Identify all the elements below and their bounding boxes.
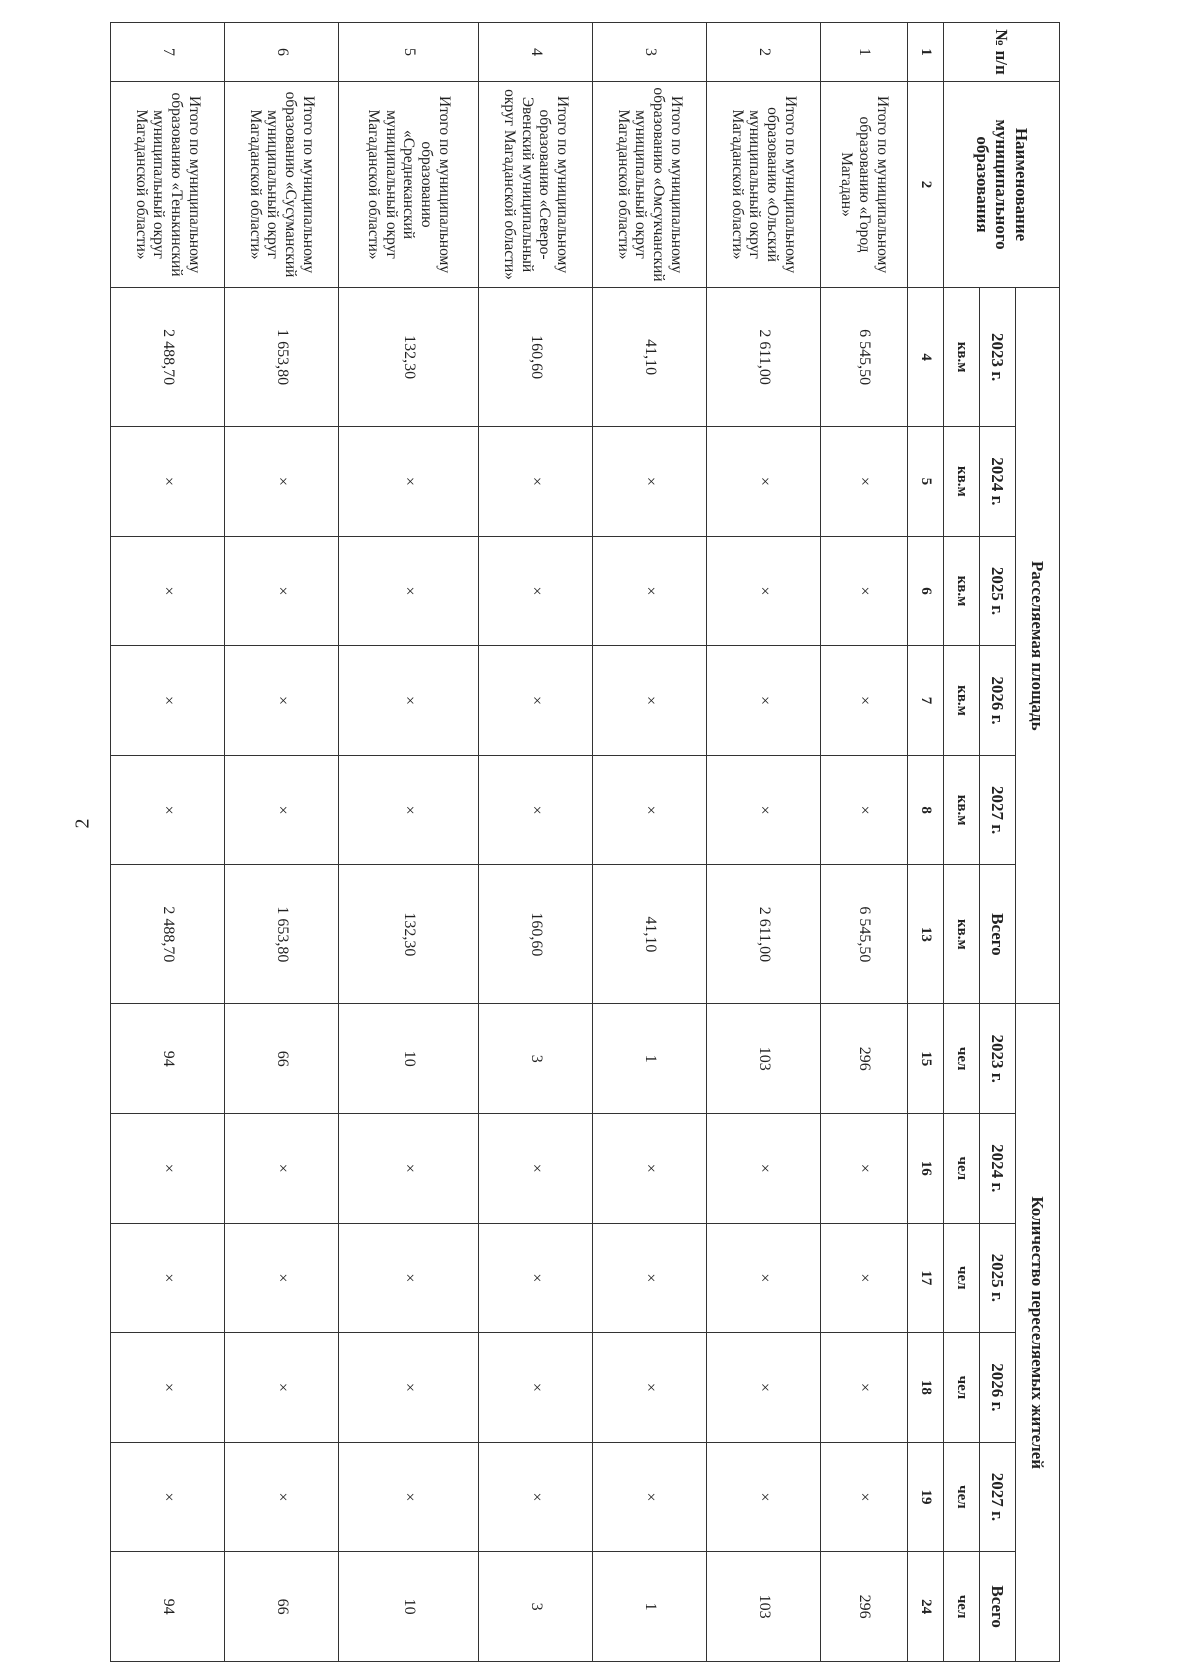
people-value-cell: 1 <box>593 1552 707 1662</box>
people-value-cell: × <box>593 1113 707 1223</box>
rotated-table-container <box>110 22 1060 1662</box>
area-value-cell: × <box>706 536 820 646</box>
column-index-cell: 18 <box>908 1333 944 1443</box>
people-year-header: 2023 г. <box>980 1004 1016 1114</box>
column-index-cell: 15 <box>908 1004 944 1114</box>
column-index-cell: 13 <box>908 865 944 1004</box>
area-value-cell: 41,10 <box>593 288 707 427</box>
column-index-cell: 19 <box>908 1442 944 1552</box>
area-value-cell: × <box>479 536 593 646</box>
people-value-cell: 103 <box>706 1004 820 1114</box>
area-value-cell: × <box>338 427 478 537</box>
people-value-cell: × <box>706 1442 820 1552</box>
people-value-cell: × <box>479 1223 593 1333</box>
people-value-cell: × <box>111 1442 225 1552</box>
people-value-cell: 10 <box>338 1004 478 1114</box>
area-value-cell: × <box>479 646 593 756</box>
area-value-cell: 6 545,50 <box>820 865 907 1004</box>
area-value-cell: 2 488,70 <box>111 865 225 1004</box>
people-value-cell: × <box>593 1333 707 1443</box>
area-value-cell: × <box>706 755 820 865</box>
people-value-cell: × <box>820 1442 907 1552</box>
area-value-cell: × <box>224 755 338 865</box>
area-year-header: 2024 г. <box>980 427 1016 537</box>
area-year-header: 2026 г. <box>980 646 1016 756</box>
area-value-cell: 132,30 <box>338 288 478 427</box>
people-unit-header: чел <box>944 1223 980 1333</box>
area-unit-header: кв.м <box>944 427 980 537</box>
area-value-cell: 2 611,00 <box>706 865 820 1004</box>
area-year-header: 2025 г. <box>980 536 1016 646</box>
area-value-cell: × <box>593 755 707 865</box>
area-value-cell: × <box>338 646 478 756</box>
people-value-cell: × <box>224 1113 338 1223</box>
column-index-cell: 5 <box>908 427 944 537</box>
column-index-cell: 4 <box>908 288 944 427</box>
area-value-cell: × <box>111 536 225 646</box>
column-index-cell: 8 <box>908 755 944 865</box>
municipality-name-cell: Итого по муниципальному образованию «Сусуманский муниципальный округ Магаданской области» <box>224 81 338 287</box>
area-value-cell: × <box>224 427 338 537</box>
area-value-cell: × <box>820 536 907 646</box>
people-value-cell: × <box>706 1113 820 1223</box>
municipality-name-cell: Итого по муниципальному образованию «Омсукчанский муниципальный округ Магаданской области» <box>593 81 707 287</box>
table-row <box>479 23 593 1662</box>
area-year-header: Всего <box>980 865 1016 1004</box>
people-value-cell: 1 <box>593 1004 707 1114</box>
municipality-name-cell: Итого по муниципальному образованию «Город Магадан» <box>820 81 907 287</box>
column-index-cell: 2 <box>908 81 944 287</box>
table-row <box>706 23 820 1662</box>
resettlement-table <box>110 22 1060 1662</box>
column-index-cell: 6 <box>908 536 944 646</box>
area-value-cell: 2 488,70 <box>111 288 225 427</box>
area-value-cell: 2 611,00 <box>706 288 820 427</box>
area-value-cell: 160,60 <box>479 865 593 1004</box>
area-value-cell: × <box>338 755 478 865</box>
area-value-cell: 1 653,80 <box>224 288 338 427</box>
area-value-cell: × <box>479 427 593 537</box>
people-value-cell: × <box>593 1223 707 1333</box>
table-row <box>820 23 907 1662</box>
area-value-cell: × <box>593 536 707 646</box>
people-value-cell: × <box>224 1442 338 1552</box>
people-value-cell: 66 <box>224 1004 338 1114</box>
column-index-cell: 16 <box>908 1113 944 1223</box>
area-year-header: 2027 г. <box>980 755 1016 865</box>
people-value-cell: 3 <box>479 1004 593 1114</box>
municipality-name-cell: Итого по муниципальному образованию «Северо-Эвенский муниципальный округ Магаданской области» <box>479 81 593 287</box>
page-number: 2 <box>71 818 94 829</box>
people-value-cell: × <box>338 1113 478 1223</box>
people-value-cell: × <box>111 1223 225 1333</box>
area-value-cell: × <box>706 427 820 537</box>
area-value-cell: 160,60 <box>479 288 593 427</box>
table-row <box>224 23 338 1662</box>
table-row <box>338 23 478 1662</box>
area-value-cell: × <box>593 646 707 756</box>
people-value-cell: × <box>479 1333 593 1443</box>
people-value-cell: × <box>706 1333 820 1443</box>
people-unit-header: чел <box>944 1552 980 1662</box>
people-value-cell: × <box>820 1113 907 1223</box>
people-value-cell: 94 <box>111 1552 225 1662</box>
people-year-header: 2025 г. <box>980 1223 1016 1333</box>
area-year-header: 2023 г. <box>980 288 1016 427</box>
people-unit-header: чел <box>944 1113 980 1223</box>
area-value-cell: × <box>593 427 707 537</box>
people-value-cell: × <box>111 1333 225 1443</box>
row-number-cell: 2 <box>706 23 820 82</box>
column-index-cell: 17 <box>908 1223 944 1333</box>
area-value-cell: × <box>111 755 225 865</box>
people-value-cell: × <box>111 1113 225 1223</box>
area-unit-header: кв.м <box>944 646 980 756</box>
header-num: № п/п <box>944 23 1060 82</box>
people-unit-header: чел <box>944 1004 980 1114</box>
municipality-name-cell: Итого по муниципальному образованию «Среднеканский муниципальный округ Магаданской области» <box>338 81 478 287</box>
area-value-cell: × <box>820 755 907 865</box>
people-value-cell: 3 <box>479 1552 593 1662</box>
people-year-header: 2024 г. <box>980 1113 1016 1223</box>
area-value-cell: 1 653,80 <box>224 865 338 1004</box>
area-value-cell: 6 545,50 <box>820 288 907 427</box>
people-value-cell: 94 <box>111 1004 225 1114</box>
column-index-cell: 1 <box>908 23 944 82</box>
area-value-cell: × <box>479 755 593 865</box>
area-value-cell: 41,10 <box>593 865 707 1004</box>
municipality-name-cell: Итого по муниципальному образованию «Тенькинский муниципальный округ Магаданской области» <box>111 81 225 287</box>
people-unit-header: чел <box>944 1333 980 1443</box>
people-value-cell: × <box>593 1442 707 1552</box>
area-value-cell: × <box>706 646 820 756</box>
people-value-cell: × <box>479 1113 593 1223</box>
people-value-cell: 296 <box>820 1004 907 1114</box>
row-number-cell: 3 <box>593 23 707 82</box>
area-unit-header: кв.м <box>944 288 980 427</box>
header-name: Наименование муниципального образования <box>944 81 1060 287</box>
people-value-cell: × <box>820 1223 907 1333</box>
area-value-cell: × <box>820 646 907 756</box>
people-year-header: 2026 г. <box>980 1333 1016 1443</box>
people-value-cell: × <box>479 1442 593 1552</box>
people-year-header: Всего <box>980 1552 1016 1662</box>
people-year-header: 2027 г. <box>980 1442 1016 1552</box>
area-value-cell: × <box>111 427 225 537</box>
row-number-cell: 4 <box>479 23 593 82</box>
area-value-cell: × <box>820 427 907 537</box>
area-value-cell: 132,30 <box>338 865 478 1004</box>
area-value-cell: × <box>338 536 478 646</box>
column-index-cell: 24 <box>908 1552 944 1662</box>
header-people-group: Количество переселяемых жителей <box>1016 1004 1060 1662</box>
people-value-cell: × <box>338 1223 478 1333</box>
area-unit-header: кв.м <box>944 865 980 1004</box>
people-value-cell: × <box>224 1333 338 1443</box>
people-value-cell: × <box>706 1223 820 1333</box>
area-unit-header: кв.м <box>944 536 980 646</box>
people-value-cell: 66 <box>224 1552 338 1662</box>
row-number-cell: 7 <box>111 23 225 82</box>
people-value-cell: × <box>224 1223 338 1333</box>
people-value-cell: 10 <box>338 1552 478 1662</box>
row-number-cell: 1 <box>820 23 907 82</box>
table-row <box>593 23 707 1662</box>
people-value-cell: 296 <box>820 1552 907 1662</box>
area-unit-header: кв.м <box>944 755 980 865</box>
row-number-cell: 6 <box>224 23 338 82</box>
row-number-cell: 5 <box>338 23 478 82</box>
column-index-cell: 7 <box>908 646 944 756</box>
area-value-cell: × <box>224 536 338 646</box>
people-value-cell: × <box>338 1333 478 1443</box>
people-value-cell: × <box>820 1333 907 1443</box>
table-row <box>111 23 225 1662</box>
header-area-group: Расселяемая площадь <box>1016 288 1060 1004</box>
people-value-cell: 103 <box>706 1552 820 1662</box>
municipality-name-cell: Итого по муниципальному образованию «Ольский муниципальный округ Магаданской области» <box>706 81 820 287</box>
people-unit-header: чел <box>944 1442 980 1552</box>
area-value-cell: × <box>111 646 225 756</box>
people-value-cell: × <box>338 1442 478 1552</box>
area-value-cell: × <box>224 646 338 756</box>
